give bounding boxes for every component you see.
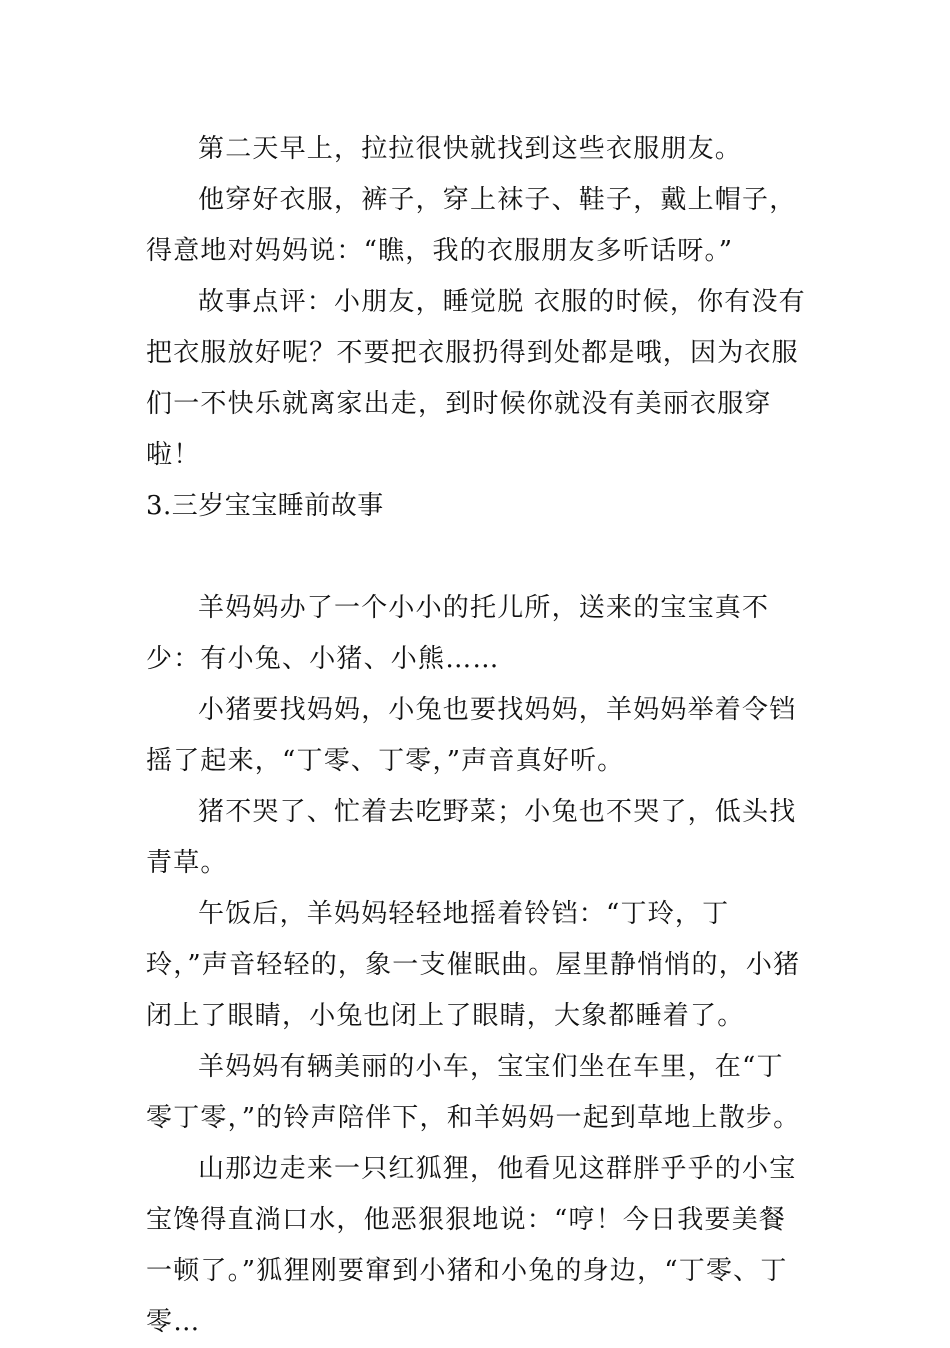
paragraph-nursery: 羊妈妈办了一个小小的托儿所，送来的宝宝真不少：有小兔、小猪、小熊…… [146,593,770,674]
paragraph-stroll: 羊妈妈有辆美丽的小车，宝宝们坐在车里，在“丁零丁零，”的铃声陪伴下，和羊妈妈一起到草地上散步。 [146,1052,801,1133]
blank-line [146,532,808,583]
paragraph-bell: 小猪要找妈妈，小兔也要找妈妈，羊妈妈举着令铛摇了起来，“丁零、丁零，”声音真好听。 [146,695,797,776]
paragraph-nap: 午饭后，羊妈妈轻轻地摇着铃铛：“丁玲，丁玲，”声音轻轻的，象一支催眠曲。屋里静悄悄的，小猪闭上了眼睛，小兔也闭上了眼睛，大象都睡着了。 [146,899,801,1031]
paragraph-getting-dressed: 他穿好衣服，裤子，穿上袜子、鞋子，戴上帽子，得意地对妈妈说：“瞧，我的衣服朋友多听话呀。” [146,185,797,266]
paragraph-fox: 山那边走来一只红狐狸，他看见这群胖乎乎的小宝宝馋得直淌口水，他恶狠狠地说：“哼！今日我要美餐一顿了。”狐狸刚要窜到小猪和小兔的身边，“丁零、丁零… [146,1154,797,1337]
document-body [146,124,808,1348]
paragraph-story-comment: 故事点评：小朋友，睡觉脱 衣服的时候，你有没有把衣服放好呢？不要把衣服扔得到处都是哦，因为衣服们一不快乐就离家出走，到时候你就没有美丽衣服穿啦！ [146,287,806,470]
paragraph-stop-crying: 猪不哭了、忙着去吃野菜；小兔也不哭了，低头找青草。 [146,797,797,878]
paragraph-morning: 第二天早上，拉拉很快就找到这些衣服朋友。 [198,134,743,164]
section-heading: 3.三岁宝宝睡前故事 [146,491,384,521]
